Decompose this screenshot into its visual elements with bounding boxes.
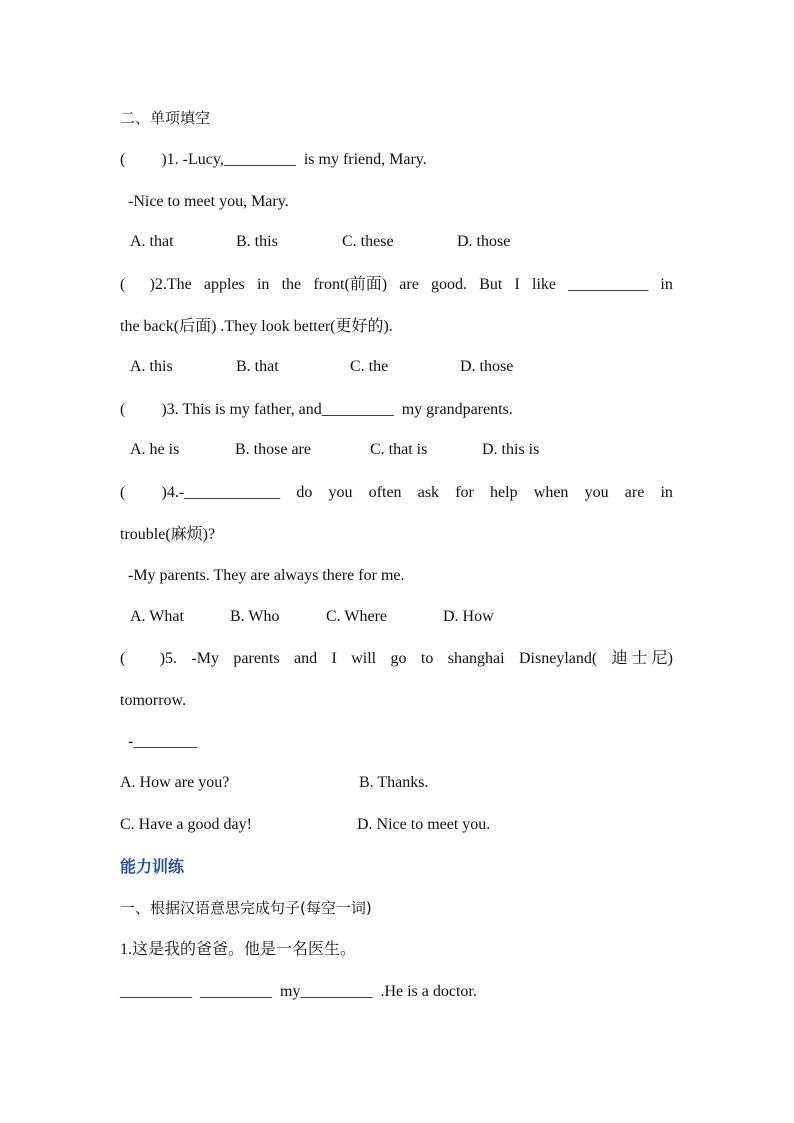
section-subheading-complete-sentences: 一、根据汉语意思完成句子(每空一词) [120,899,372,917]
question-1-option-d[interactable]: D. those [457,233,511,250]
question-2-stem: ( )2.The apples in the front(前面) are good. But I like __________ in [120,276,673,293]
question-2-option-a[interactable]: A. this [130,358,173,375]
question-3-option-d[interactable]: D. this is [482,441,540,458]
question-5-stem: ( )5. -My parents and I will go to shanghai Disneyland( 迪 士 尼) [120,650,673,667]
question-5-option-d[interactable]: D. Nice to meet you. [357,816,491,833]
question-4-response: -My parents. They are always there for me. [120,567,405,584]
exercise-1-prompt: 1.这是我的爸爸。他是一名医生。 [120,941,357,958]
question-5-response-blank: -________ [120,733,198,750]
section-title-ability-training: 能力训练 [120,857,185,876]
question-5-options-row-1 [0,774,794,794]
question-3-options [0,441,794,461]
question-5-options-row-2 [0,816,794,836]
question-5-option-b[interactable]: B. Thanks. [359,774,429,791]
question-5-stem-continued: tomorrow. [120,692,187,709]
section-heading-single-choice: 二、单项填空 [120,109,211,127]
question-3-option-a[interactable]: A. he is [130,441,180,458]
question-4-stem-continued: trouble(麻烦)? [120,526,216,543]
question-3-stem: ( )3. This is my father, and_________ my grandparents. [120,401,513,418]
question-1-stem: ( )1. -Lucy,_________ is my friend, Mary. [120,151,427,168]
question-1-option-b[interactable]: B. this [236,233,278,250]
question-5-option-c[interactable]: C. Have a good day! [120,816,252,833]
question-2-options [0,358,794,378]
question-2-option-d[interactable]: D. those [460,358,514,375]
question-1-options [0,233,794,253]
question-4-option-a[interactable]: A. What [130,608,184,625]
question-2-option-b[interactable]: B. that [236,358,279,375]
question-1-option-a[interactable]: A. that [130,233,174,250]
question-1-response: -Nice to meet you, Mary. [120,193,289,210]
question-4-stem: ( )4.-____________ do you often ask for help when you are in [120,484,673,501]
question-4-option-c[interactable]: C. Where [326,608,388,625]
question-2-stem-continued: the back(后面) .They look better(更好的). [120,318,393,335]
question-4-options [0,608,794,628]
question-4-option-b[interactable]: B. Who [230,608,280,625]
question-1-option-c[interactable]: C. these [342,233,394,250]
question-3-option-c[interactable]: C. that is [370,441,428,458]
exercise-1-answer-line: _________ _________ my_________ .He is a doctor. [120,983,477,1000]
question-2-option-c[interactable]: C. the [350,358,389,375]
question-3-option-b[interactable]: B. those are [235,441,311,458]
question-5-option-a[interactable]: A. How are you? [120,774,230,791]
question-4-option-d[interactable]: D. How [443,608,494,625]
